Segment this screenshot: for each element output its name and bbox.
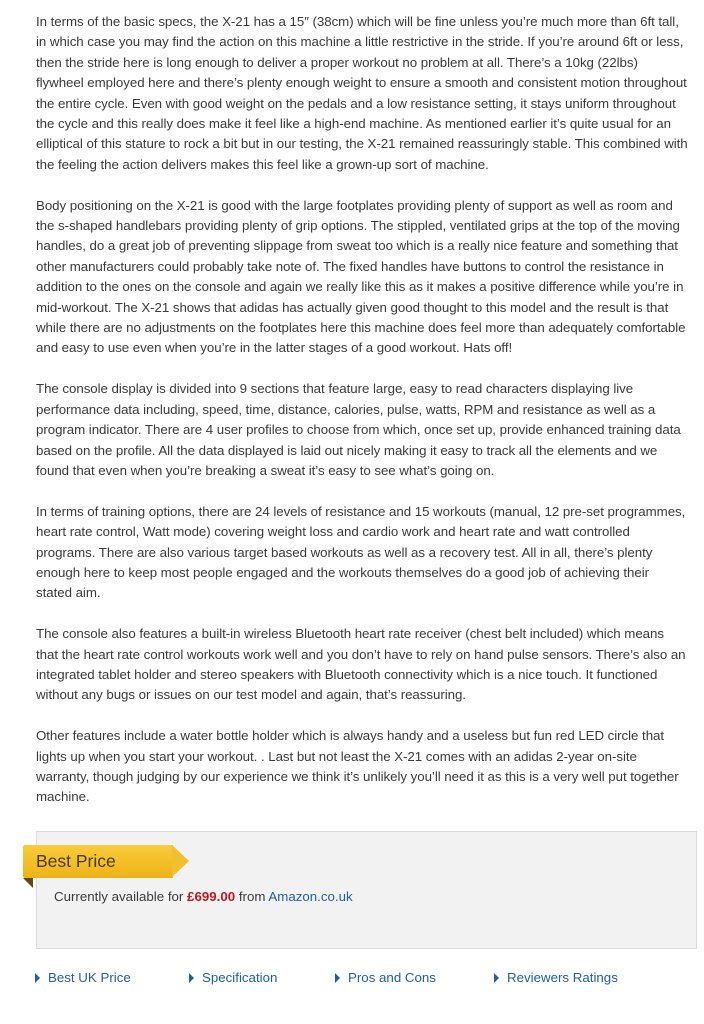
nav-link-reviewers-ratings[interactable] (494, 968, 618, 988)
price-value: £699.00 (187, 889, 236, 904)
nav-link-label: Best UK Price (48, 970, 131, 985)
availability-prefix: Currently available for (54, 889, 184, 904)
caret-right-icon (189, 973, 194, 983)
article-paragraph: The console display is divided into 9 sections that feature large, easy to read characters displaying live performance data including, speed, time, distance, calories, pulse, watts, RPM and resistance as well as a program indicator. There are 4 user profiles to choose from which, once set up, provide enhanced training data based on the profile. All the data displayed is laid out nicely making it easy to track all the elements and we found that even when you’re breaking a sweat it’s easy to see what’s going on. (36, 381, 681, 478)
section-nav (0, 968, 704, 988)
availability-line (54, 889, 353, 904)
best-price-ribbon (23, 845, 190, 878)
article-paragraph: In terms of training options, there are 24 levels of resistance and 15 workouts (manual, 12 pre-set programmes, heart rate control, Watt mode) covering weight loss and cardio work and heart rate and watt controlled programs. There are also various target based workouts as well as a recovery test. All in all, there’s plenty enough here to keep most people engaged and the workouts themselves do a good job of achieving their stated aim. (36, 503, 686, 601)
ribbon-tip (172, 845, 189, 877)
article-paragraph: The console also features a built-in wireless Bluetooth heart rate receiver (chest belt included) which means that the heart rate control workouts work well and you don’t have to rely on hand pulse sensors. There’s also an integrated tablet holder and stereo speakers with Bluetooth connectivity which is a nice touch. It functioned without any bugs or issues on our test model and again, that’s reassuring. (36, 626, 686, 703)
nav-link-best-uk-price[interactable] (35, 968, 131, 988)
from-word: from (238, 889, 266, 904)
nav-link-label: Reviewers Ratings (507, 970, 618, 985)
nav-link-label: Pros and Cons (348, 970, 436, 985)
best-price-heading: Best Price (36, 851, 116, 871)
caret-right-icon (335, 973, 340, 983)
review-article (36, 12, 688, 828)
nav-link-pros-and-cons[interactable] (335, 968, 436, 988)
article-paragraph: Body positioning on the X-21 is good with the large footplates providing plenty of support as well as room and the s-shaped handlebars providing plenty of grip options. The stippled, ventilated grips at the top of the moving handles, do a great job of preventing slippage from sweat too which is a really nice feature and something that other manufacturers could probably take note of. The fixed handles have buttons to control the resistance in addition to the ones on the console and again we really like this as it makes a positive difference while you’re in mid-workout. The X-21 shows that adidas has actually given good thought to this model and the result is that while there are no adjustments on the footplates here this machine does feel more than adequately comfortable and easy to use even when you’re in the latter stages of a good workout. Hats off! (36, 197, 686, 356)
store-link-amazon[interactable]: Amazon.co.uk (268, 889, 353, 904)
nav-link-label: Specification (202, 970, 278, 985)
article-paragraph: Other features include a water bottle holder which is always handy and a useless but fun red LED circle that lights up when you start your workout. . Last but not least the X-21 comes with an adidas 2-year on-site warranty, though judging by our experience we think it’s unlikely you’ll need it as this is a very well put together machine. (36, 728, 679, 805)
ribbon-fold (23, 878, 33, 888)
caret-right-icon (494, 973, 499, 983)
caret-right-icon (35, 973, 40, 983)
best-price-box (36, 831, 697, 949)
nav-link-specification[interactable] (189, 968, 277, 988)
article-paragraph: In terms of the basic specs, the X-21 has a 15″ (38cm) which will be fine unless you’re much more than 6ft tall, in which case you may find the action on this machine a little restrictive in the stride. If you’re around 6ft or less, then the stride here is long enough to deliver a proper workout no problem at all. There’s a 10kg (22lbs) flywheel employed here and there’s plenty enough weight to ensure a smooth and consistent motion throughout the entire cycle. Even with good weight on the pedals and a low resistance setting, it stays uniform throughout the cycle and this really does make it feel like a high-end machine. As mentioned earlier it’s quite usual for an elliptical of this stature to rock a bit but in our testing, the X-21 remained reassuringly stable. This combined with the feeling the action delivers makes this feel like a grown-up sort of machine. (36, 14, 688, 172)
